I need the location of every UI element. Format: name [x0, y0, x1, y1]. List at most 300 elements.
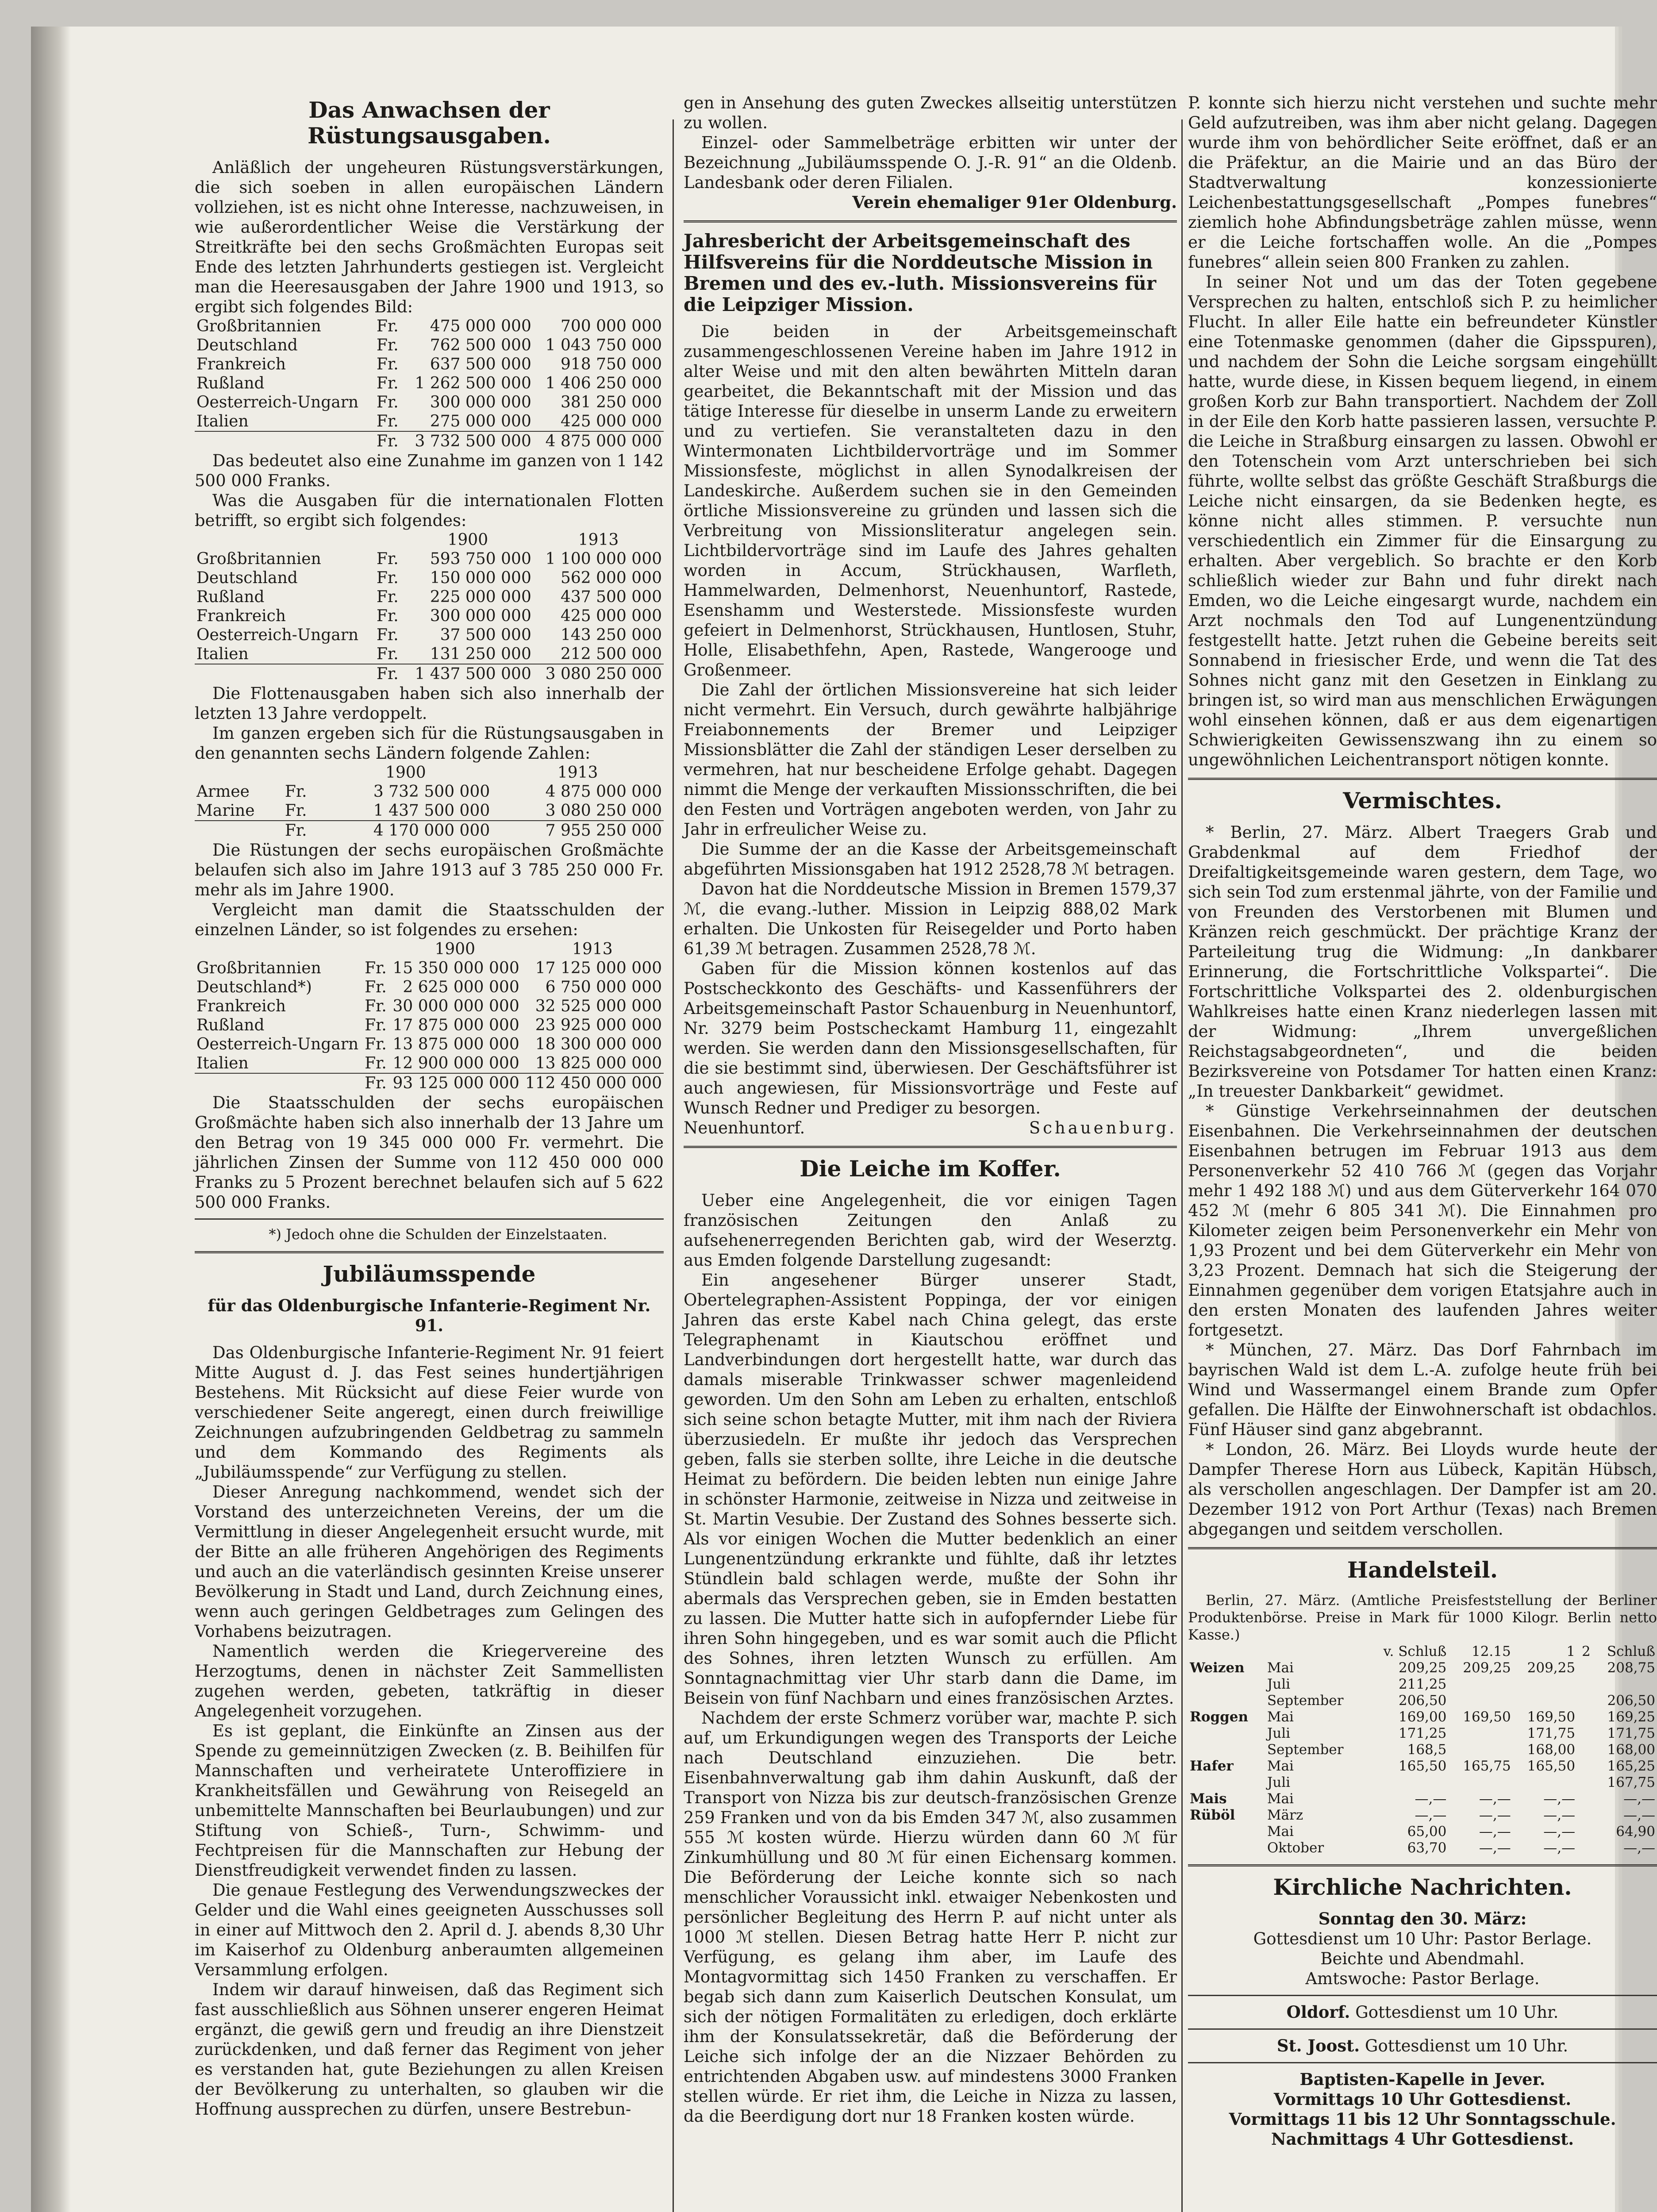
paragraph: * London, 26. März. Bei Lloyds wurde heute der Dampfer Therese Horn aus Lübeck, Kapitän Hübsch, als verschollen angeschlagen. Der Dampfer ist am 20. Dezember 1912 von Port Arthur (Texas) nach Bremen abgegangen und seitdem verschollen. [1188, 1440, 1657, 1539]
paragraph: Im ganzen ergeben sich für die Rüstungsausgaben in den genannten sechs Ländern folgende Zahlen: [195, 724, 664, 763]
commodity [1188, 1774, 1265, 1791]
value-1913: 4 875 000 000 [545, 783, 662, 801]
value-1913: 6 750 000 000 [545, 978, 662, 996]
delivery-month: Juli [1267, 1725, 1291, 1741]
table-cell [195, 530, 375, 549]
price [1577, 1660, 1592, 1676]
book-spine-shadow [31, 27, 71, 2212]
divider [684, 220, 1177, 223]
price: —,— [1623, 1807, 1655, 1823]
unit: Fr. [377, 317, 399, 335]
article-title-corpse: Die Leiche im Koffer. [800, 1156, 1061, 1182]
price [1577, 1709, 1592, 1725]
table-header [195, 763, 664, 782]
value-1900: 225 000 000 [430, 588, 531, 606]
paragraph: Anläßlich der ungeheuren Rüstungsverstärkungen, die sich soeben in allen europäischen Ländern vollziehen, ist es nicht ohne Interesse, nachzuweisen, in wie außerordentlicher Weise die Verstärkung der Streitkräfte bei den sechs Großmächten Europas seit Ende des letzten Jahrhunderts gestiegen ist. Vergleicht man die Heeresausgaben der Jahre 1900 und 1913, so ergibt sich folgendes Bild: [195, 158, 664, 316]
value-1900: 12 900 000 000 [392, 1054, 519, 1072]
delivery-month: September [1267, 1693, 1344, 1709]
paragraph: Ein angesehener Bürger unserer Stadt, Obertelegraphen-Assistent Poppinga, der vor einigen Jahren das erste Kabel nach China gelegt, das erste Telegraphenamt in Kiautschou eröffnet und Landverbindungen dort hergestellt hatte, war durch das damals miserable Trinkwasser schwer magenleidend geworden. Um den Sohn am Leben zu erhalten, entschloß sich seine schon betagte Mutter, mit ihm nach der Riviera überzusiedeln. Er mußte ihr jedoch das Versprechen geben, falls sie sterben sollte, ihre Leiche in die deutsche Heimat zu befördern. Die beiden lebten nun einige Jahre in schönster Harmonie, zeitweise in Nizza und zeitweise in St. Martin Vesubie. Der Zustand des Sohnes besserte sich. Als vor einigen Wochen die Mutter bedenklich an einer Lungenentzündung erkrankte und fühlte, daß ihr letztes Stündlein bald schlagen werde, mußte der Sohn ihr abermals das Versprechen geben, sie in Emden bestatten zu lassen. Die Mutter hatte sich in aufopfernder Liebe für ihren Sohn hingegeben, und es war somit auch die Pflicht des Sohnes, ihren letzten Wunsch zu erfüllen. Am Sonntagnachmittag vier Uhr starb dann die Dame, im Beisein von fünf Nachbarn und eines französischen Arztes. [684, 1271, 1177, 1708]
price [1577, 1791, 1592, 1807]
column-rule [1181, 119, 1183, 2212]
table-row [195, 978, 664, 997]
column-rule [673, 119, 674, 2212]
price [1365, 1774, 1448, 1791]
price: 169,50 [1463, 1709, 1511, 1725]
country: Oesterreich-Ungarn [196, 1035, 359, 1053]
price [1448, 1676, 1512, 1693]
paragraph: Die Staatsschulden der sechs europäischen Großmächte haben sich also innerhalb der 13 Jahre um den Betrag von 19 345 000 000 Fr. vermehrt. Die jährlichen Zinsen der Summe von 112 450 000 000 Franks zu 5 Prozent berechnet belaufen sich auf 5 622 500 000 Franks. [195, 1093, 664, 1212]
country: Rußland [196, 588, 265, 606]
price [1577, 1676, 1592, 1693]
total-1913: 4 875 000 000 [533, 431, 664, 451]
value-1913: 437 500 000 [560, 588, 662, 606]
price [1577, 1693, 1592, 1709]
value-1913: 381 250 000 [560, 393, 662, 411]
table-row [1188, 1807, 1657, 1824]
paragraph: Die Rüstungen der sechs europäischen Großmächte belaufen sich also im Jahre 1913 auf 3 785 250 000 Fr. mehr als im Jahre 1900. [195, 841, 664, 899]
country: Großbritannien [196, 959, 321, 977]
church-service: Gottesdienst um 10 Uhr. [1365, 2036, 1569, 2055]
table-header [195, 940, 664, 959]
delivery-month: Juli [1267, 1676, 1291, 1692]
price [1448, 1742, 1512, 1758]
column-header: 1 [1566, 1644, 1576, 1659]
place: Neuenhuntorf. [684, 1118, 805, 1137]
table-row [1188, 1742, 1657, 1758]
price: 209,25 [1463, 1660, 1511, 1676]
price: —,— [1479, 1840, 1511, 1856]
church-date: Sonntag den 30. März: [1318, 1909, 1527, 1928]
table-row [195, 588, 664, 607]
price [1577, 1774, 1592, 1791]
table-row [195, 336, 664, 355]
value-1900: 1 437 500 000 [373, 802, 490, 820]
unit: Fr. [377, 588, 399, 606]
price: —,— [1543, 1824, 1576, 1839]
price-table [1188, 1644, 1657, 1856]
value-1913: 918 750 000 [560, 355, 662, 373]
price: 208,75 [1607, 1660, 1655, 1676]
value-1900: 300 000 000 [430, 393, 531, 411]
commodity [1188, 1824, 1265, 1840]
table-row [1188, 1725, 1657, 1742]
price: —,— [1415, 1791, 1447, 1807]
table-row [195, 607, 664, 626]
paragraph: Berlin, 27. März. (Amtliche Preisfeststellung der Berliner Produktenbörse. Preise in Mark für 1000 Kilogr. Berlin netto Kasse.) [1188, 1592, 1657, 1643]
paragraph: * München, 27. März. Das Dorf Fahrnbach im bayrischen Wald ist dem L.-A. zufolge heute früh bei Wind und Wassermangel einem Brande zum Opfer gefallen. Die Hälfte der Einwohnerschaft ist obdachlos. Fünf Häuser sind ganz abgebrannt. [1188, 1340, 1657, 1439]
church-place: St. Joost. [1276, 2036, 1360, 2055]
unit: Fr. [284, 802, 307, 820]
table-row [1188, 1840, 1657, 1856]
navy-table [195, 530, 664, 684]
value-1913: 1 406 250 000 [545, 374, 662, 392]
paragraph: Die Summe der an die Kasse der Arbeitsgemeinschaft abgeführten Missionsgaben hat 1912 2528,78 ℳ betragen. [684, 840, 1177, 879]
church-line: Amtswoche: Pastor Berlage. [1305, 1969, 1540, 1988]
table-header [1188, 1644, 1657, 1660]
unit: Fr. [375, 431, 403, 451]
value-1900: 17 875 000 000 [392, 1016, 519, 1034]
article-title-armaments: Das Anwachsen der Rüstungsausgaben. [308, 97, 551, 149]
table-row [195, 317, 664, 336]
paragraph: Das Oldenburgische Infanterie-Regiment Nr. 91 feiert Mitte August d. J. das Fest seines hundertjährigen Bestehens. Mit Rücksicht auf diese Feier wurde von verschiedener Seite angeregt, einen durch freiwillige Zeichnungen aufzubringenden Geldbetrag zu sammeln und dem Kommando des Regiments als „Jubiläumsspende“ zur Verfügung zu stellen. [195, 1343, 664, 1482]
table-cell [363, 940, 389, 959]
divider [1188, 2062, 1657, 2063]
article-title-mission: Jahresbericht der Arbeitsgemeinschaft des Hilfsvereins für die Norddeutsche Mission in Bremen und des ev.-luth. Missionsvereins für die Leipziger Mission. [684, 230, 1157, 315]
delivery-month: Mai [1267, 1791, 1294, 1807]
paragraph: Die Flottenausgaben haben sich also innerhalb der letzten 13 Jahre verdoppelt. [195, 684, 664, 723]
unit: Fr. [365, 1035, 387, 1053]
year-header: 1900 [434, 940, 476, 958]
value-1913: 425 000 000 [560, 412, 662, 430]
price: 206,50 [1607, 1693, 1655, 1709]
column-header: 2 [1581, 1644, 1591, 1659]
footnote: *) Jedoch ohne die Schulden der Einzelstaaten. [269, 1226, 607, 1243]
price: 165,50 [1527, 1758, 1576, 1774]
price: —,— [1623, 1840, 1655, 1856]
price: —,— [1479, 1791, 1511, 1807]
value-1900: 15 350 000 000 [392, 959, 519, 977]
paragraph: Dieser Anregung nachkommend, wendet sich der Vorstand des unterzeichneten Vereins, der um die Vermittlung in dieser Angelegenheit ersucht wurde, mit der Bitte an alle früheren Angehörigen des Regiments und auch an die vaterländisch gesinnten Kreise unserer Bevölkerung in Stadt und Land, durch Zeichnung eines, wenn auch geringen Geldbetrages zum Gelingen des Vorhabens beizutragen. [195, 1482, 664, 1641]
church-line: Beichte und Abendmahl. [1320, 1949, 1525, 1968]
paragraph: * Berlin, 27. März. Albert Traegers Grab und Grabdenkmal auf dem Friedhof der Dreifaltigkeitsgemeinde waren gestern, dem Tage, wo sich sein Tod zum erstenmal jährte, von der Familie und von Freunden des Verstorbenen mit Blumen und Kränzen reich geschmückt. Der prächtige Kranz der Parteileitung trug die Widmung: „In dankbarer Erinnerung, die Fortschrittliche Volkspartei“. Die Fortschrittliche Volkspartei des 2. oldenburgischen Wahlkreises hatte einen Kranz niederlegen lassen mit der Widmung: „Ihrem unvergeßlichen Reichstagsabgeordneten“, und die beiden Bezirksvereine von Potsdamer Tor hatten einen Kranz: „In treuester Dankbarkeit“ gewidmet. [1188, 823, 1657, 1101]
year-header: 1900 [447, 531, 488, 549]
value-1900: 593 750 000 [430, 550, 531, 568]
church-service: Gottesdienst um 10 Uhr. [1355, 2003, 1559, 2022]
signature-line [684, 1118, 1177, 1138]
value-1900: 1 262 500 000 [415, 374, 531, 392]
price: 64,90 [1616, 1824, 1655, 1839]
total-1913: 7 955 250 000 [492, 821, 664, 840]
value-1913: 425 000 000 [560, 607, 662, 625]
paragraph: P. konnte sich hierzu nicht verstehen und suchte mehr Geld aufzutreiben, was ihm aber nicht gelang. Dagegen wurde ihm von behördlicher Seite eröffnet, daß er an die Präfektur, an die Mairie und an das Büro der Stadtverwaltung konzessionierte Leichenbestattungsgesellschaft „Pompes funebres“ ziemlich hohe Abfindungsbeträge zahlen müsse, wenn er die Leiche fortschaffen wolle. An die „Pompes funebres“ allein seien 800 Franken zu zahlen. [1188, 93, 1657, 272]
price: —,— [1479, 1807, 1511, 1823]
country: Deutschland [196, 336, 298, 354]
table-cell [283, 763, 320, 782]
paragraph: Es ist geplant, die Einkünfte an Zinsen aus der Spende zu gemeinnützigen Zwecken (z. B. Beihilfen für Mannschaften und verheiratete Unteroffiziere in Krankheitsfällen und Gewährung von Reisegeld an unbemittelte Mannschaften bei Beurlaubungen) und zur Stiftung von Schieß-, Turn-, Schwimm- und Fechtpreisen für die Mannschaften zur Hebung der Dienstfreudigkeit verwendet finden zu lassen. [195, 1721, 664, 1880]
price: 211,25 [1398, 1676, 1447, 1692]
unit: Fr. [377, 626, 399, 644]
column-header [1188, 1644, 1265, 1660]
total-1900: 1 437 500 000 [403, 664, 533, 684]
paragraph: * Günstige Verkehrseinnahmen der deutschen Eisenbahnen. Die Verkehrseinnahmen der deutschen Eisenbahnen betrugen im Februar 1913 aus dem Personenverkehr 52 410 766 ℳ (gegen das Vorjahr mehr 1 492 188 ℳ) und aus dem Güterverkehr 164 070 452 ℳ (mehr 6 805 341 ℳ). Die Einnahmen pro Kilometer zeigen beim Personenverkehr ein Mehr von 1,93 Prozent und bei dem Güterverkehr ein Mehr von 3,23 Prozent. Demnach hat sich die Steigerung der Einnahmen gegenüber dem vorigen Etatsjahre auch in den ersten Monaten des laufenden Jahres weiter fortgesetzt. [1188, 1102, 1657, 1340]
value-1913: 143 250 000 [560, 626, 662, 644]
country: Marine [196, 802, 255, 820]
delivery-month: Mai [1267, 1824, 1294, 1839]
table-row [1188, 1774, 1657, 1791]
country: Deutschland [196, 569, 298, 587]
table-cell [195, 1073, 363, 1093]
total-row [195, 1073, 664, 1093]
value-1900: 300 000 000 [430, 607, 531, 625]
unit: Fr. [365, 1016, 387, 1034]
church-place: Oldorf. [1286, 2002, 1350, 2022]
divider [1188, 1995, 1657, 1996]
table-cell [195, 821, 283, 840]
delivery-month: März [1267, 1807, 1303, 1823]
table-row [195, 1035, 664, 1054]
country: Oesterreich-Ungarn [196, 393, 359, 411]
total-row [195, 664, 664, 684]
total-row [195, 431, 664, 451]
church-line: Vormittags 11 bis 12 Uhr Sonntagsschule. [1229, 2109, 1616, 2129]
table-row [1188, 1709, 1657, 1725]
unit: Fr. [365, 997, 387, 1015]
paragraph: In seiner Not und um das der Toten gegebene Versprechen zu halten, entschloß sich P. zu heimlicher Flucht. In aller Eile hatte ein befreundeter Künstler eine Totenmaske genommen (daher die Gipsspuren), und nachdem der Sohn die Leiche sorgsam eingehüllt hatte, wurde diese, in Kissen bequem liegend, in einem großen Korb zur Bahn transportiert. Nachdem der Zoll in der Eile den Korb hatte passieren lassen, versuchte P. die Leiche in Straßburg einsargen zu lassen. Obwohl er den Totenschein vom Arzt unterschrieben bei sich führte, wollte selbst das größte Geschäft Straßburgs die Leiche nicht einsargen, da sie Bedenken hegte, es könne nicht alles stimmen. P. versuchte nun verschiedentlich ein Zimmer für die Einsargung zu erhalten. Aber vergeblich. So brachte er den Korb schließlich wieder zur Bahn und fuhr direkt nach Emden, wo die Leiche eingesargt wurde, nachdem ein Arzt nochmals den Tod auf Lungenentzündung festgestellt hatte. Jetzt ruhen die Gebeine bereits seit Sonnabend in friesischer Erde, und wenn die Tat des Sohnes nicht ganz mit den Gesetzen in Einklang zu bringen ist, so wird man aus menschlichen Erwägungen wohl einsehen können, daß er aus dem eigenartigen Schwierigkeiten Gewissenszwang ihn zu einem so ungewöhnlichen Leichentransport nötigen konnte. [1188, 273, 1657, 769]
value-1913: 1 043 750 000 [545, 336, 662, 354]
unit: Fr. [283, 821, 320, 840]
value-1913: 18 300 000 000 [535, 1035, 662, 1053]
commodity [1188, 1840, 1265, 1856]
paragraph: Die genaue Festlegung des Verwendungszweckes der Gelder und die Wahl eines geeigneten Ausschusses soll in einer auf Mittwoch den 2. April d. J. abends 8,30 Uhr im Kaiserhof zu Oldenburg anberaumten allgemeinen Versammlung erfolgen. [195, 1881, 664, 1979]
value-1900: 475 000 000 [430, 317, 531, 335]
commodity [1188, 1676, 1265, 1693]
price: 165,25 [1607, 1758, 1655, 1774]
paragraph: Davon hat die Norddeutsche Mission in Bremen 1579,37 ℳ, die evang.-luther. Mission in Leipzig 888,02 Mark erhalten. Die Unkosten für Reisegelder und Porto haben 61,39 ℳ betragen. Zusammen 2528,78 ℳ. [684, 879, 1177, 958]
value-1900: 37 500 000 [440, 626, 531, 644]
country: Rußland [196, 374, 265, 392]
divider [1188, 1864, 1657, 1866]
total-1900: 93 125 000 000 [389, 1073, 521, 1093]
country: Italien [196, 645, 249, 663]
value-1913: 13 825 000 000 [535, 1054, 662, 1072]
price: 65,00 [1407, 1824, 1447, 1839]
delivery-month: September [1267, 1742, 1344, 1758]
table-row [1188, 1791, 1657, 1807]
table-cell [195, 763, 283, 782]
price [1577, 1725, 1592, 1742]
table-cell [375, 530, 403, 549]
value-1900: 3 732 500 000 [373, 783, 490, 801]
paragraph: Die Zahl der örtlichen Missionsvereine hat sich leider nicht vermehrt. Ein Versuch, durch gewährte halbjährige Freiabonnements der Bremer und Leipziger Missionsblätter die Zahl der ständigen Leser derselben zu vermehren, hat nur bescheidene Erfolge gehabt. Dagegen nimmt die Menge der verkauften Missionsschriften, die bei den Festen und Vorträgen angeboten werden, von Jahr zu Jahr in erfreulicher Weise zu. [684, 680, 1177, 839]
value-1900: 275 000 000 [430, 412, 531, 430]
signature: Verein ehemaliger 91er Oldenburg. [852, 192, 1177, 212]
paragraph: Einzel- oder Sammelbeträge erbitten wir unter der Bezeichnung „Jubiläumsspende O. J.-R. 91“ an die Oldenb. Landesbank oder deren Filialen. [684, 133, 1177, 192]
price: —,— [1623, 1791, 1655, 1807]
table-cell [195, 431, 375, 451]
country: Italien [196, 1054, 249, 1072]
price [1577, 1758, 1592, 1774]
debt-table [195, 940, 664, 1093]
church-line [1188, 2036, 1657, 2056]
country: Frankreich [196, 997, 286, 1015]
price: —,— [1415, 1807, 1447, 1823]
divider [195, 1218, 664, 1220]
church-line [1188, 2002, 1657, 2022]
price: 169,00 [1398, 1709, 1447, 1725]
country: Frankreich [196, 607, 286, 625]
price: 167,75 [1607, 1774, 1655, 1790]
value-1913: 562 000 000 [560, 569, 662, 587]
unit: Fr. [375, 664, 403, 684]
price [1513, 1774, 1577, 1791]
divider [684, 1146, 1177, 1148]
paragraph: Namentlich werden die Kriegervereine des Herzogtums, denen in nächster Zeit Sammellisten zugehen werden, gebeten, tatkräftig in dieser Angelegenheit vorzugehen. [195, 1642, 664, 1720]
section-title-miscellaneous: Vermischtes. [1343, 787, 1502, 814]
paragraph: Nachdem der erste Schmerz vorüber war, machte P. sich auf, um Erkundigungen wegen des Transports der Leiche nach Deutschland einzuziehen. Die betr. Eisenbahnverwaltung gab ihm dahin Auskunft, daß der Transport von Nizza bis zur deutsch-französischen Grenze 259 Franken und von da bis Emden 347 ℳ, also zusammen 555 ℳ kosten würde. Hierzu würden dann 60 ℳ für Zinkumhüllung und 80 ℳ für einen Eichensarg kommen. Die Beförderung der Leiche konnte sich so nach menschlicher Voraussicht inkl. etwaiger Nebenkosten und persönlicher Begleitung des Herrn P. auf nicht unter als 1000 ℳ stellen. Diesen Betrag hatte Herr P. nicht zur Verfügung, es gelang ihm aber, im Laufe des Montagvormittag sich 1450 Franken zu verschaffen. Er begab sich dann zum Kaiserlich Deutschen Konsulat, um sich der nötigen Formalitäten zu erledigen, doch erklärte ihm der Konsulatssekretär, daß die Beförderung der Leiche sich infolge der an die Nizzaer Behörden zu entrichtenden Abgaben usw. auf mindestens 3000 Franken stellen würde. Er riet ihm, die Leiche in Nizza zu lassen, da die Beerdigung dort nur 18 Franken kosten würde. [684, 1709, 1177, 2126]
column-3 [1188, 93, 1657, 2149]
unit: Fr. [377, 374, 399, 392]
price: 171,75 [1607, 1725, 1655, 1741]
paragraph: Gaben für die Mission können kostenlos auf das Postscheckkonto des Geschäfts- und Kassenführers der Arbeitsgemeinschaft Pastor Schauenburg in Neuenhuntorf, Nr. 3279 beim Postscheckamt Hamburg 11, eingezahlt werden. Sie werden dann den Missionsgesellschaften, für die sie bestimmt sind, überwiesen. Der Geschäftsführer ist auch angewiesen, für Missionsvorträge und Feste auf Wunsch Redner und Prediger zu besorgen. [684, 959, 1177, 1118]
price [1513, 1676, 1577, 1693]
year-header: 1913 [578, 531, 619, 549]
article-subtitle-jubilee: für das Oldenburgische Infanterie-Regiment Nr. 91. [208, 1296, 651, 1335]
value-1900: 2 625 000 000 [403, 978, 519, 996]
price [1577, 1742, 1592, 1758]
country: Oesterreich-Ungarn [196, 626, 359, 644]
country: Großbritannien [196, 550, 321, 568]
country: Rußland [196, 1016, 265, 1034]
army-table [195, 317, 664, 451]
table-row [195, 626, 664, 645]
table-row [1188, 1660, 1657, 1676]
delivery-month: Mai [1267, 1758, 1294, 1774]
price [1577, 1824, 1592, 1840]
unit: Fr. [377, 607, 399, 625]
total-1913: 3 080 250 000 [533, 664, 664, 684]
country: Frankreich [196, 355, 286, 373]
value-1900: 13 875 000 000 [392, 1035, 519, 1053]
commodity: Hafer [1190, 1758, 1234, 1774]
price: 171,75 [1527, 1725, 1576, 1741]
table-cell [195, 664, 375, 684]
divider [1188, 1547, 1657, 1549]
table-row [195, 355, 664, 374]
unit: Fr. [377, 550, 399, 568]
unit: Fr. [377, 412, 399, 430]
commodity [1188, 1725, 1265, 1742]
price [1577, 1807, 1592, 1824]
column-2 [684, 93, 1177, 2126]
table-row [195, 782, 664, 801]
price [1513, 1693, 1577, 1709]
signature: Schauenburg. [1029, 1118, 1177, 1137]
price: 206,50 [1398, 1693, 1447, 1709]
price: 169,25 [1607, 1709, 1655, 1725]
price: —,— [1543, 1807, 1576, 1823]
price: 165,75 [1463, 1758, 1511, 1774]
table-row [1188, 1693, 1657, 1709]
delivery-month: Mai [1267, 1660, 1294, 1676]
unit: Fr. [377, 645, 399, 663]
divider [1188, 778, 1657, 780]
paragraph: Die beiden in der Arbeitsgemeinschaft zusammengeschlossenen Vereine haben im Jahre 1912 in alter Weise und mit den alten bewährten Mitteln daran gearbeitet, die Bekanntschaft mit der Mission und das tätige Interesse für dieselbe in unserm Lande zu erweitern und zu vertiefen. Sie veranstalteten dazu in den Wintermonaten Lichtbildervorträge und im Sommer Missionsfeste, möglichst in allen Synodalkreisen der Landeskirche. Außerdem suchen sie in den Gemeinden örtliche Missionsvereine zu gründen und lassen sich die Verbreitung von Missionsliteratur angelegen sein. Lichtbildervorträge sind im Laufe des Jahres gehalten worden in Accum, Strückhausen, Warfleth, Hammelwarden, Delmenhorst, Neuenhuntorf, Rastede, Esenshamm und Westerstede. Missionsfeste wurden gefeiert in Delmenhorst, Strückhausen, Huntlosen, Stuhr, Holle, Elisabethfehn, Apen, Rastede, Wangerooge und Großenmeer. [684, 322, 1177, 680]
value-1913: 17 125 000 000 [535, 959, 662, 977]
divider [1188, 2028, 1657, 2030]
price: —,— [1543, 1791, 1576, 1807]
value-1900: 637 500 000 [430, 355, 531, 373]
table-row [195, 997, 664, 1016]
commodity: Mais [1190, 1791, 1227, 1807]
church-heading: Baptisten-Kapelle in Jever. [1299, 2070, 1546, 2089]
year-header: 1913 [572, 940, 613, 958]
table-row [195, 393, 664, 412]
unit: Fr. [365, 1054, 387, 1072]
unit: Fr. [377, 569, 399, 587]
price: 169,50 [1527, 1709, 1576, 1725]
value-1900: 762 500 000 [430, 336, 531, 354]
sum-table [195, 763, 664, 840]
value-1913: 3 080 250 000 [545, 802, 662, 820]
table-row [1188, 1758, 1657, 1774]
church-line: Vormittags 10 Uhr Gottesdienst. [1273, 2089, 1572, 2109]
value-1913: 23 925 000 000 [535, 1016, 662, 1034]
commodity [1188, 1742, 1265, 1758]
table-row [195, 1016, 664, 1035]
price: —,— [1543, 1840, 1576, 1856]
table-row [195, 412, 664, 431]
paragraph: Ueber eine Angelegenheit, die vor einigen Tagen französischen Zeitungen den Anlaß zu aufsehenerregenden Berichten gab, wird der Weserztg. aus Emden folgende Darstellung zugesandt: [684, 1191, 1177, 1270]
church-line: Nachmittags 4 Uhr Gottesdienst. [1271, 2129, 1574, 2149]
table-row [1188, 1824, 1657, 1840]
church-line: Gottesdienst um 10 Uhr: Pastor Berlage. [1253, 1929, 1592, 1948]
unit: Fr. [284, 783, 307, 801]
section-title-commerce: Handelsteil. [1347, 1557, 1498, 1583]
delivery-month: Mai [1267, 1709, 1294, 1725]
column-header: Schluß [1607, 1644, 1655, 1659]
country: Großbritannien [196, 317, 321, 335]
delivery-month: Oktober [1267, 1840, 1324, 1856]
paragraph: Was die Ausgaben für die internationalen Flotten betrifft, so ergibt sich folgendes: [195, 491, 664, 530]
year-header: 1900 [385, 764, 426, 782]
value-1900: 150 000 000 [430, 569, 531, 587]
table-row [195, 645, 664, 664]
paragraph: Vergleicht man damit die Staatsschulden der einzelnen Länder, so ist folgendes zu ersehen: [195, 900, 664, 939]
article-title-jubilee: Jubiläumsspende [323, 1261, 536, 1287]
value-1900: 131 250 000 [430, 645, 531, 663]
commodity: Weizen [1190, 1660, 1245, 1676]
price: 63,70 [1407, 1840, 1447, 1856]
paragraph: Indem wir darauf hinweisen, daß das Regiment sich fast ausschließlich aus Söhnen unserer engeren Heimat ergänzt, die gewiß gern und freudig an ihre Dienstzeit zurückdenken, und daß ferner das Regiment von jeher es verstanden hat, gute Beziehungen zu allen Kreisen der Bevölkerung zu unterhalten, so glauben wir die Hoffnung aussprechen zu dürfen, unsere Bestrebun- [195, 1980, 664, 2119]
paragraph: gen in Ansehung des guten Zweckes allseitig unterstützen zu wollen. [684, 93, 1177, 132]
divider [195, 1251, 664, 1253]
section-title-church: Kirchliche Nachrichten. [1273, 1874, 1572, 1900]
column-header: 12.15 [1471, 1644, 1511, 1659]
value-1913: 212 500 000 [560, 645, 662, 663]
total-1913: 112 450 000 000 [521, 1073, 664, 1093]
value-1913: 700 000 000 [560, 317, 662, 335]
delivery-month: Juli [1267, 1774, 1291, 1790]
price: —,— [1479, 1824, 1511, 1839]
country: Armee [196, 783, 250, 801]
price: 209,25 [1398, 1660, 1447, 1676]
price: 168,5 [1407, 1742, 1447, 1758]
value-1913: 32 525 000 000 [535, 997, 662, 1015]
total-1900: 3 732 500 000 [403, 431, 533, 451]
price [1448, 1774, 1512, 1791]
value-1900: 30 000 000 000 [392, 997, 519, 1015]
table-header [195, 530, 664, 549]
unit: Fr. [377, 355, 399, 373]
country: Italien [196, 412, 249, 430]
price: 168,00 [1527, 1742, 1576, 1758]
year-header: 1913 [557, 764, 598, 782]
price: 165,50 [1398, 1758, 1447, 1774]
column-header: v. Schluß [1383, 1644, 1447, 1659]
value-1913: 1 100 000 000 [545, 550, 662, 568]
total-1900: 4 170 000 000 [320, 821, 492, 840]
table-row [195, 374, 664, 393]
table-row [1188, 1676, 1657, 1693]
paragraph: Das bedeutet also eine Zunahme im ganzen von 1 142 500 000 Franks. [195, 451, 664, 490]
commodity: Roggen [1190, 1709, 1249, 1725]
unit: Fr. [377, 393, 399, 411]
commodity [1188, 1693, 1265, 1709]
unit: Fr. [365, 978, 387, 996]
price [1592, 1676, 1657, 1693]
price [1448, 1693, 1512, 1709]
unit: Fr. [363, 1073, 389, 1093]
